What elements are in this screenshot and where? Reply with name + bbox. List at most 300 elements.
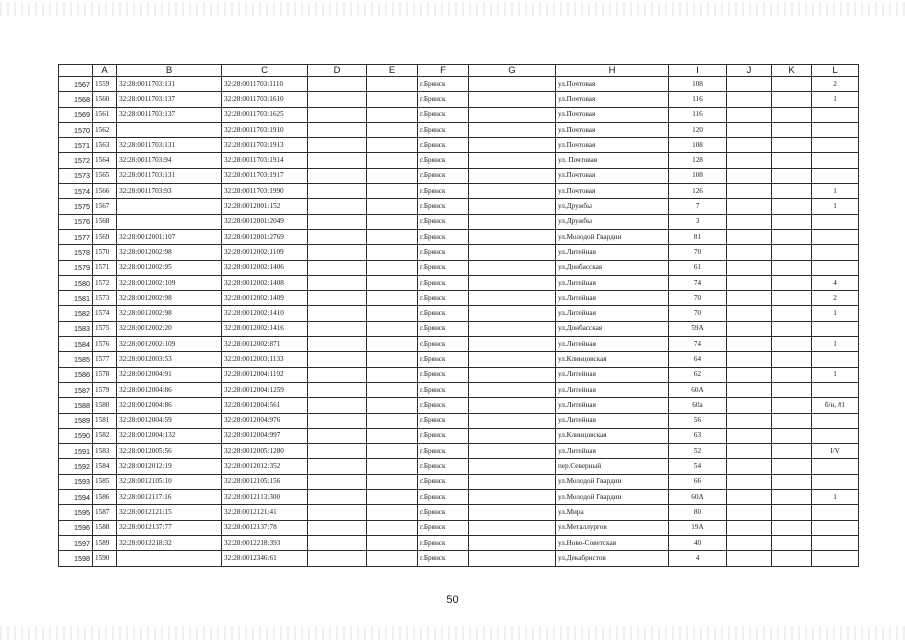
cell-k: [772, 153, 812, 168]
cell-h: ул.Дружбы: [556, 199, 669, 214]
cell-e: [367, 474, 418, 489]
cell-l: [812, 505, 859, 520]
cell-a: 1587: [93, 505, 117, 520]
cell-i: 80: [669, 505, 727, 520]
header-corner: [59, 65, 93, 77]
cell-i: 60А: [669, 490, 727, 505]
table-row: [59, 520, 859, 535]
cell-k: [772, 535, 812, 550]
cell-g: [469, 306, 556, 321]
cell-e: [367, 535, 418, 550]
cell-a: 1588: [93, 520, 117, 535]
cell-k: [772, 245, 812, 260]
cell-e: [367, 490, 418, 505]
cell-j: [727, 184, 772, 199]
cell-a: 1583: [93, 444, 117, 459]
cell-k: [772, 367, 812, 382]
cell-c: 32:28:0011703:1914: [222, 153, 308, 168]
cell-h: ул.Клинцовская: [556, 428, 669, 443]
cell-i: 74: [669, 337, 727, 352]
cell-f: г.Брянск: [418, 321, 469, 336]
table-row: [59, 428, 859, 443]
cell-j: [727, 107, 772, 122]
cell-h: ул.Литейная: [556, 291, 669, 306]
cell-g: [469, 321, 556, 336]
cell-e: [367, 168, 418, 183]
cell-e: [367, 245, 418, 260]
cell-b: 32:28:0012002:109: [117, 275, 222, 290]
cell-a: 1581: [93, 413, 117, 428]
cell-k: [772, 168, 812, 183]
cell-i: 120: [669, 122, 727, 137]
cell-c: 32:28:0011703:1910: [222, 122, 308, 137]
cell-l: 1: [812, 184, 859, 199]
cell-i: 126: [669, 184, 727, 199]
cell-b: 32:28:0011703:131: [117, 138, 222, 153]
table-row: [59, 413, 859, 428]
cell-e: [367, 153, 418, 168]
row-number: 1585: [59, 352, 93, 367]
cell-g: [469, 352, 556, 367]
cell-c: 32:28:0012004:561: [222, 398, 308, 413]
cell-d: [308, 77, 367, 92]
column-header-f: F: [418, 65, 469, 77]
cell-c: 32:28:0012218:393: [222, 535, 308, 550]
cell-k: [772, 214, 812, 229]
cell-d: [308, 428, 367, 443]
cell-k: [772, 444, 812, 459]
cell-l: [812, 413, 859, 428]
cell-b: 32:28:0012002:98: [117, 306, 222, 321]
cell-g: [469, 474, 556, 489]
cell-f: г.Брянск: [418, 245, 469, 260]
cell-h: ул.Почтовая: [556, 168, 669, 183]
table-body: [59, 77, 859, 567]
cell-b: [117, 551, 222, 566]
table-row: [59, 367, 859, 382]
cell-a: 1563: [93, 138, 117, 153]
cell-d: [308, 275, 367, 290]
cell-f: г.Брянск: [418, 520, 469, 535]
row-number: 1583: [59, 321, 93, 336]
cell-h: ул.Литейная: [556, 275, 669, 290]
cell-l: 1: [812, 367, 859, 382]
table-row: [59, 153, 859, 168]
cell-d: [308, 122, 367, 137]
cell-j: [727, 352, 772, 367]
cell-d: [308, 459, 367, 474]
cell-h: ул.Литейная: [556, 367, 669, 382]
cell-h: ул.Молодой Гвардии: [556, 229, 669, 244]
cell-k: [772, 107, 812, 122]
cell-g: [469, 275, 556, 290]
cell-d: [308, 291, 367, 306]
table-row: [59, 490, 859, 505]
cell-l: [812, 474, 859, 489]
cell-e: [367, 291, 418, 306]
cell-l: [812, 382, 859, 397]
cell-l: I/V: [812, 444, 859, 459]
cell-b: [117, 122, 222, 137]
cell-d: [308, 245, 367, 260]
cell-l: [812, 168, 859, 183]
cell-f: г.Брянск: [418, 306, 469, 321]
cell-h: ул.Литейная: [556, 337, 669, 352]
cell-d: [308, 260, 367, 275]
row-number: 1576: [59, 214, 93, 229]
cell-j: [727, 291, 772, 306]
cell-e: [367, 214, 418, 229]
cell-g: [469, 398, 556, 413]
cell-b: 32:28:0012004:132: [117, 428, 222, 443]
cell-f: г.Брянск: [418, 77, 469, 92]
cell-d: [308, 107, 367, 122]
cell-k: [772, 413, 812, 428]
cell-a: 1571: [93, 260, 117, 275]
table-row: [59, 107, 859, 122]
row-number: 1596: [59, 520, 93, 535]
cell-g: [469, 229, 556, 244]
cell-g: [469, 107, 556, 122]
cell-c: 32:28:0011703:1610: [222, 92, 308, 107]
cell-d: [308, 413, 367, 428]
cell-i: 70: [669, 245, 727, 260]
cell-j: [727, 306, 772, 321]
cell-b: 32:28:0012117:16: [117, 490, 222, 505]
cell-i: 56: [669, 413, 727, 428]
cell-e: [367, 77, 418, 92]
column-header-i: I: [669, 65, 727, 77]
cell-k: [772, 306, 812, 321]
cell-f: г.Брянск: [418, 275, 469, 290]
table-row: [59, 245, 859, 260]
cell-d: [308, 490, 367, 505]
cell-j: [727, 77, 772, 92]
cell-h: ул.Декабристов: [556, 551, 669, 566]
cell-h: ул.Почтовая: [556, 107, 669, 122]
column-header-j: J: [727, 65, 772, 77]
cell-g: [469, 535, 556, 550]
row-number: 1573: [59, 168, 93, 183]
cell-l: 2: [812, 291, 859, 306]
cell-f: г.Брянск: [418, 535, 469, 550]
cell-d: [308, 367, 367, 382]
cell-h: ул.Молодой Гвардии: [556, 474, 669, 489]
cell-d: [308, 92, 367, 107]
cell-a: 1564: [93, 153, 117, 168]
cell-d: [308, 352, 367, 367]
cell-c: 32:28:0012002:1409: [222, 291, 308, 306]
cell-c: 32:28:0012004:976: [222, 413, 308, 428]
cell-h: ул.Металлургов: [556, 520, 669, 535]
cell-e: [367, 444, 418, 459]
cell-c: 32:28:0012002:1109: [222, 245, 308, 260]
row-number: 1584: [59, 337, 93, 352]
cell-b: 32:28:0011703:137: [117, 92, 222, 107]
cell-d: [308, 153, 367, 168]
row-number: 1595: [59, 505, 93, 520]
cell-g: [469, 337, 556, 352]
cell-c: 32:28:0012003:1133: [222, 352, 308, 367]
cell-f: г.Брянск: [418, 122, 469, 137]
cell-d: [308, 184, 367, 199]
row-number: 1589: [59, 413, 93, 428]
cell-d: [308, 199, 367, 214]
cell-f: г.Брянск: [418, 398, 469, 413]
cell-g: [469, 92, 556, 107]
cell-j: [727, 551, 772, 566]
cell-a: 1566: [93, 184, 117, 199]
cell-k: [772, 551, 812, 566]
cell-f: г.Брянск: [418, 168, 469, 183]
cell-l: 1: [812, 92, 859, 107]
table-row: [59, 474, 859, 489]
cell-b: 32:28:0012105:10: [117, 474, 222, 489]
cell-j: [727, 229, 772, 244]
cell-k: [772, 337, 812, 352]
cell-h: ул.Донбасская: [556, 321, 669, 336]
table-row: [59, 168, 859, 183]
scan-artifact-top: [0, 2, 905, 16]
cell-h: ул.Молодой Гвардии: [556, 490, 669, 505]
table-row: [59, 77, 859, 92]
cell-c: 32:28:0012001:2049: [222, 214, 308, 229]
cell-a: 1569: [93, 229, 117, 244]
cell-a: 1584: [93, 459, 117, 474]
cell-k: [772, 138, 812, 153]
cell-c: 32:28:0012004:1192: [222, 367, 308, 382]
cell-h: ул.Литейная: [556, 444, 669, 459]
cell-h: ул.Ново-Советская: [556, 535, 669, 550]
cell-l: [812, 138, 859, 153]
row-number: 1580: [59, 275, 93, 290]
cell-l: [812, 551, 859, 566]
cell-c: 32:28:0012004:997: [222, 428, 308, 443]
cell-k: [772, 321, 812, 336]
cell-l: б/н, #1: [812, 398, 859, 413]
cell-j: [727, 367, 772, 382]
cell-i: 70: [669, 291, 727, 306]
scan-artifact-bottom: [0, 626, 905, 640]
cell-a: 1559: [93, 77, 117, 92]
cell-c: 32:28:0012105:156: [222, 474, 308, 489]
cell-g: [469, 551, 556, 566]
table-row: [59, 92, 859, 107]
cell-h: ул.Почтовая: [556, 138, 669, 153]
cell-k: [772, 474, 812, 489]
cell-i: 60а: [669, 398, 727, 413]
cell-i: 62: [669, 367, 727, 382]
cell-j: [727, 337, 772, 352]
cell-l: [812, 214, 859, 229]
cell-g: [469, 199, 556, 214]
cell-j: [727, 459, 772, 474]
cell-b: 32:28:0012137:77: [117, 520, 222, 535]
cell-b: [117, 214, 222, 229]
cell-c: 32:28:0012346:61: [222, 551, 308, 566]
cell-j: [727, 122, 772, 137]
cell-k: [772, 199, 812, 214]
cell-k: [772, 92, 812, 107]
cell-c: 32:28:0011703:1917: [222, 168, 308, 183]
cell-e: [367, 428, 418, 443]
cell-k: [772, 382, 812, 397]
cell-l: 2: [812, 77, 859, 92]
cell-i: 40: [669, 535, 727, 550]
cell-i: 116: [669, 92, 727, 107]
column-header-row: [59, 65, 859, 77]
cell-f: г.Брянск: [418, 229, 469, 244]
cell-l: [812, 229, 859, 244]
cell-a: 1568: [93, 214, 117, 229]
cell-c: 32:28:0012002:1406: [222, 260, 308, 275]
cell-e: [367, 92, 418, 107]
row-number: 1579: [59, 260, 93, 275]
cell-f: г.Брянск: [418, 184, 469, 199]
row-number: 1578: [59, 245, 93, 260]
cell-c: 32:28:0012004:1259: [222, 382, 308, 397]
cell-f: г.Брянск: [418, 337, 469, 352]
cell-e: [367, 551, 418, 566]
cell-j: [727, 260, 772, 275]
cell-l: [812, 107, 859, 122]
cell-l: [812, 153, 859, 168]
cell-c: 32:28:0012002:871: [222, 337, 308, 352]
cell-h: ул.Клинцовская: [556, 352, 669, 367]
row-number: 1568: [59, 92, 93, 107]
row-number: 1586: [59, 367, 93, 382]
cell-a: 1579: [93, 382, 117, 397]
cell-l: 1: [812, 306, 859, 321]
cell-e: [367, 306, 418, 321]
cell-e: [367, 398, 418, 413]
cell-k: [772, 398, 812, 413]
cell-h: ул.Литейная: [556, 306, 669, 321]
cell-j: [727, 474, 772, 489]
cell-a: 1573: [93, 291, 117, 306]
cell-b: 32:28:0011703:131: [117, 168, 222, 183]
cell-f: г.Брянск: [418, 199, 469, 214]
cell-h: ул. Почтовая: [556, 153, 669, 168]
cell-l: 1: [812, 199, 859, 214]
cell-d: [308, 398, 367, 413]
cell-i: 63: [669, 428, 727, 443]
table-row: [59, 138, 859, 153]
cell-l: 1: [812, 490, 859, 505]
cell-j: [727, 153, 772, 168]
cell-b: 32:28:0011703:94: [117, 153, 222, 168]
cell-i: 64: [669, 352, 727, 367]
cell-j: [727, 275, 772, 290]
cell-i: 3: [669, 214, 727, 229]
cell-c: 32:28:0012137:78: [222, 520, 308, 535]
cell-g: [469, 459, 556, 474]
row-number: 1575: [59, 199, 93, 214]
cell-a: 1575: [93, 321, 117, 336]
row-number: 1567: [59, 77, 93, 92]
table-row: [59, 321, 859, 336]
cell-d: [308, 168, 367, 183]
cell-k: [772, 122, 812, 137]
cell-c: 32:28:0012121:41: [222, 505, 308, 520]
cell-d: [308, 551, 367, 566]
cell-a: 1567: [93, 199, 117, 214]
table-row: [59, 184, 859, 199]
cell-i: 74: [669, 275, 727, 290]
row-number: 1572: [59, 153, 93, 168]
table-row: [59, 291, 859, 306]
row-number: 1597: [59, 535, 93, 550]
cell-h: ул.Литейная: [556, 398, 669, 413]
row-number: 1590: [59, 428, 93, 443]
row-number: 1574: [59, 184, 93, 199]
cell-i: 52: [669, 444, 727, 459]
cell-b: 32:28:0012218:32: [117, 535, 222, 550]
cell-c: 32:28:0012005:1280: [222, 444, 308, 459]
cell-k: [772, 520, 812, 535]
cell-g: [469, 184, 556, 199]
cell-d: [308, 337, 367, 352]
row-number: 1593: [59, 474, 93, 489]
cell-c: 32:28:0012002:1410: [222, 306, 308, 321]
cell-k: [772, 275, 812, 290]
table-row: [59, 275, 859, 290]
cell-g: [469, 77, 556, 92]
cell-a: 1572: [93, 275, 117, 290]
table-row: [59, 551, 859, 566]
row-number: 1592: [59, 459, 93, 474]
cell-f: г.Брянск: [418, 490, 469, 505]
cell-c: 32:28:0012001:152: [222, 199, 308, 214]
cell-a: 1590: [93, 551, 117, 566]
cell-b: 32:28:0012002:95: [117, 260, 222, 275]
cell-g: [469, 138, 556, 153]
cell-k: [772, 77, 812, 92]
cell-j: [727, 520, 772, 535]
cell-c: 32:28:0011703:1990: [222, 184, 308, 199]
table-row: [59, 337, 859, 352]
cell-l: [812, 352, 859, 367]
cell-h: ул.Литейная: [556, 245, 669, 260]
row-number: 1598: [59, 551, 93, 566]
cell-j: [727, 245, 772, 260]
row-number: 1594: [59, 490, 93, 505]
cell-d: [308, 505, 367, 520]
cell-i: 116: [669, 107, 727, 122]
cell-g: [469, 490, 556, 505]
cell-k: [772, 490, 812, 505]
column-header-d: D: [308, 65, 367, 77]
cell-a: 1582: [93, 428, 117, 443]
cell-b: 32:28:0012005:56: [117, 444, 222, 459]
table-row: [59, 459, 859, 474]
table-row: [59, 398, 859, 413]
cell-f: г.Брянск: [418, 92, 469, 107]
cell-h: ул.Литейная: [556, 382, 669, 397]
cell-i: 81: [669, 229, 727, 244]
row-number: 1569: [59, 107, 93, 122]
cell-b: 32:28:0011703:137: [117, 107, 222, 122]
table-row: [59, 306, 859, 321]
cell-b: 32:28:0012012:19: [117, 459, 222, 474]
cell-j: [727, 505, 772, 520]
cell-d: [308, 306, 367, 321]
cell-g: [469, 291, 556, 306]
cell-g: [469, 428, 556, 443]
column-header-h: H: [556, 65, 669, 77]
cell-e: [367, 260, 418, 275]
cell-e: [367, 352, 418, 367]
